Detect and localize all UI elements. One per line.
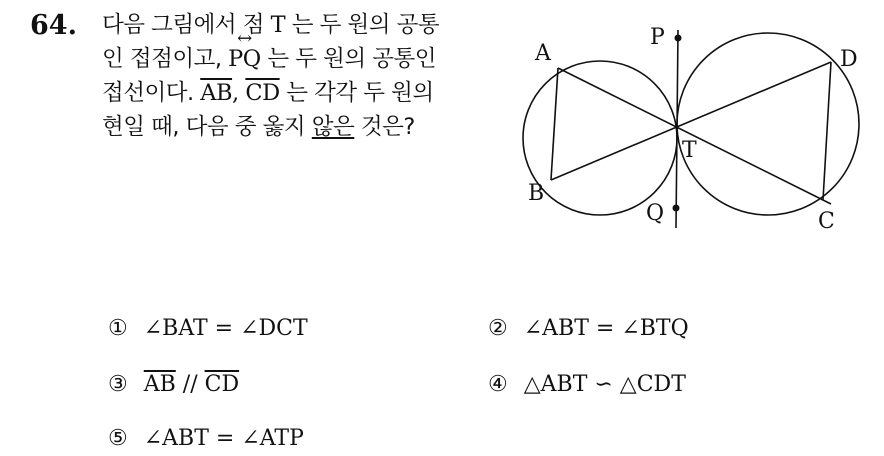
label-b: B <box>528 181 545 206</box>
stem-line-4 <box>102 110 502 144</box>
line-at-c <box>558 68 831 204</box>
choice-4[interactable] <box>488 372 686 397</box>
label-q: Q <box>646 201 665 226</box>
choice-segment-cd: $\overline{CD}$ <box>204 372 240 397</box>
choice-number: ④ <box>488 372 508 397</box>
choice-text: ∠ABT = ∠ATP <box>143 426 304 451</box>
question-stem <box>102 8 502 144</box>
point-q-dot <box>673 205 680 212</box>
point-p-dot <box>675 35 682 42</box>
line-pq: ↔ PQ <box>228 42 261 76</box>
emphasis-not: 않은 <box>311 114 355 140</box>
chord-cd <box>823 62 831 200</box>
label-p: P <box>650 25 665 50</box>
stem-text: 접선이다. <box>102 80 201 106</box>
stem-text: 인 접점이고, <box>102 46 229 72</box>
stem-text: 것은? <box>354 114 415 140</box>
choice-2[interactable] <box>488 316 689 341</box>
stem-text: 는 두 원의 공통인 <box>260 46 436 72</box>
parallel-symbol: // <box>175 372 205 397</box>
stem-line-1 <box>102 8 502 42</box>
stem-text: 현일 때, 다음 중 옳지 <box>102 114 312 140</box>
choice-text: ∠BAT = ∠DCT <box>143 316 308 341</box>
choice-number: ① <box>108 316 128 341</box>
right-circle <box>677 33 859 215</box>
choice-5[interactable] <box>108 426 304 451</box>
choice-number: ② <box>488 316 508 341</box>
stem-text: 는 각각 두 원의 <box>279 80 434 106</box>
question-number: 64. <box>30 10 77 41</box>
stem-text: , <box>232 80 246 106</box>
segment-cd: $\overline{CD}$ <box>245 80 280 106</box>
label-a: A <box>535 41 551 66</box>
segment-ab: $\overline{AB}$ <box>200 80 233 106</box>
choice-segment-ab: $\overline{AB}$ <box>143 372 176 397</box>
geometry-figure <box>518 14 870 238</box>
label-t: T <box>682 138 697 163</box>
tangent-line-pq <box>676 30 678 228</box>
label-d: D <box>840 47 858 72</box>
choice-3[interactable] <box>108 372 239 397</box>
choice-text: △ABT ∽ △CDT <box>523 372 686 397</box>
choice-text: ∠ABT = ∠BTQ <box>523 316 689 341</box>
point-t: T <box>270 12 286 38</box>
choice-number: ⑤ <box>108 426 128 451</box>
chord-ab <box>551 68 558 180</box>
stem-line-2 <box>102 42 502 76</box>
choice-number: ③ <box>108 372 128 397</box>
stem-text: 다음 그림에서 점 <box>102 12 271 38</box>
choice-1[interactable] <box>108 316 308 341</box>
left-circle <box>523 61 677 215</box>
stem-text: 는 두 원의 공통 <box>285 12 440 38</box>
stem-line-3 <box>102 76 502 110</box>
label-c: C <box>818 209 835 234</box>
